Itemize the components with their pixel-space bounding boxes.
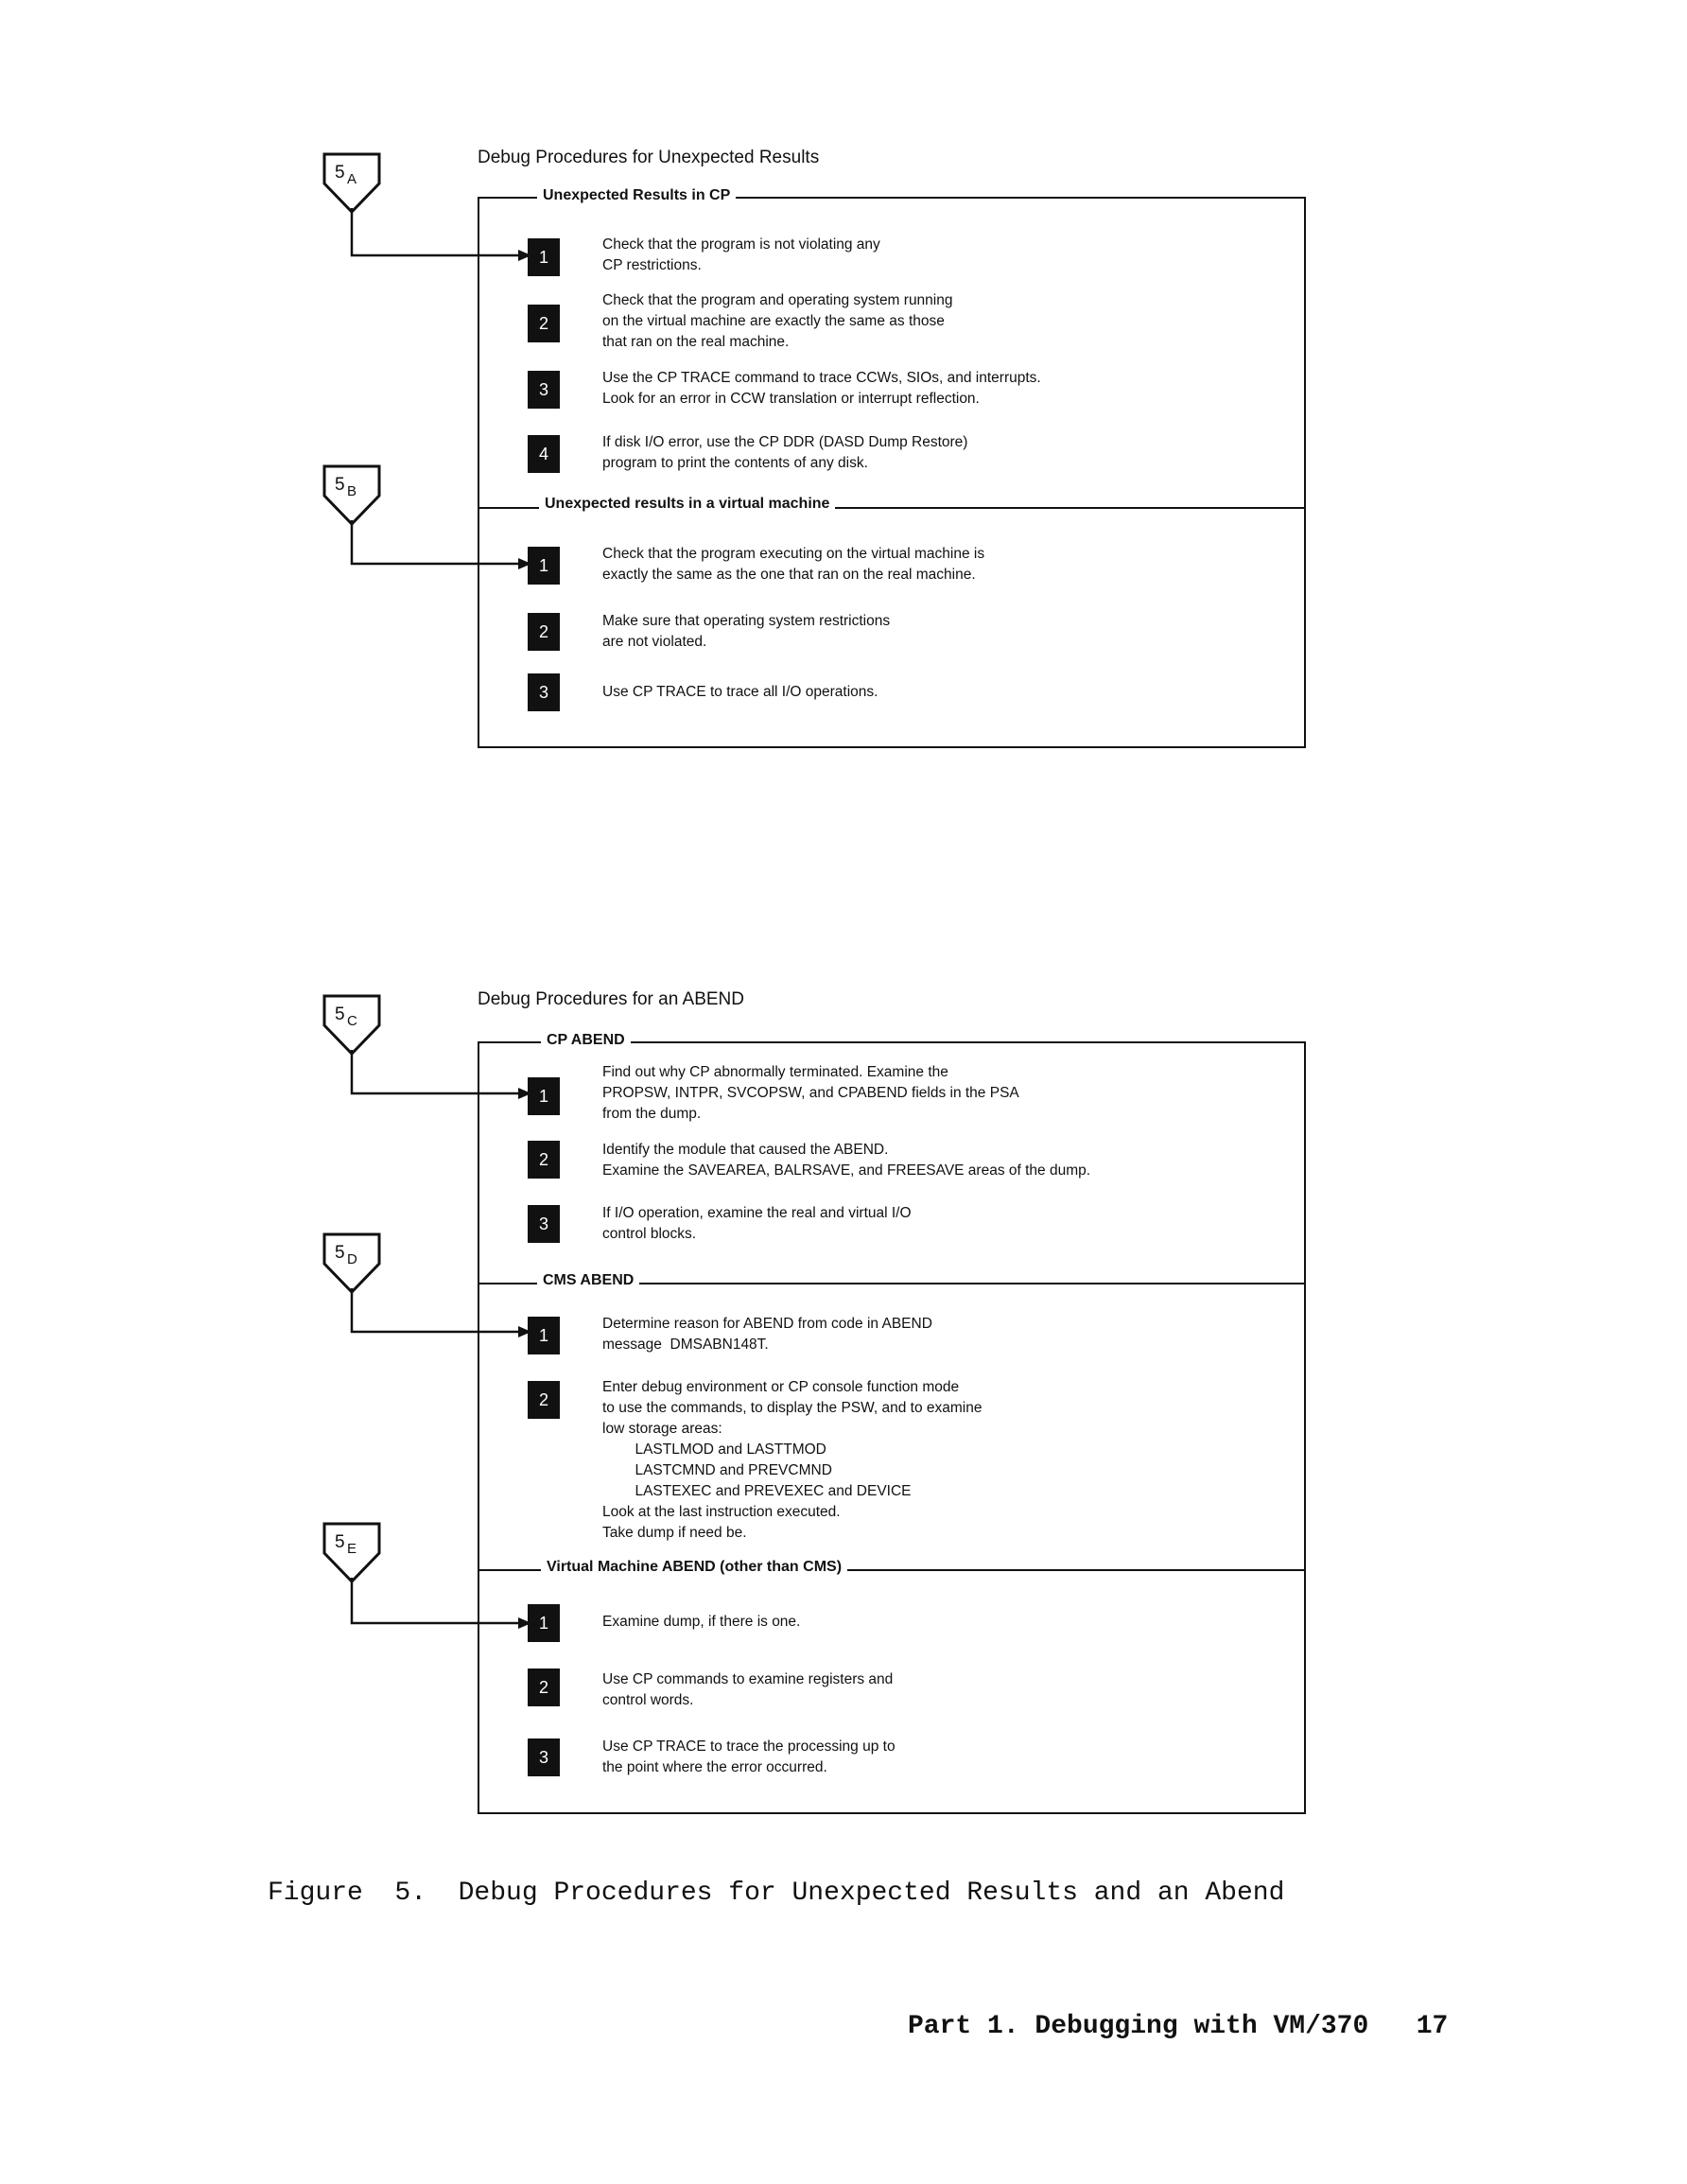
svg-text:5: 5: [335, 1243, 345, 1263]
connector-5b: [348, 520, 537, 577]
step-text: Check that the program and operating system running on the virtual machine are exactly the same as those that ran on the real machine.: [602, 292, 953, 350]
step-number: 3: [528, 1205, 560, 1243]
badge-5c-icon: [322, 993, 382, 1057]
step-text: Enter debug environment or CP console function mode to use the commands, to display the PSW, and to examine low storage areas: LASTLMOD and LASTTMOD LASTCMND and PREVCMND LASTEXEC and PREVEXEC and DEVICE Look at the last instruction executed. Take dump if need be.: [602, 1379, 983, 1541]
step-text: If disk I/O error, use the CP DDR (DASD Dump Restore) program to print the contents of any disk.: [602, 434, 968, 471]
step-number: 2: [528, 1381, 560, 1419]
step-number: 3: [528, 371, 560, 409]
figure-title-unexpected: Debug Procedures for Unexpected Results: [478, 148, 820, 167]
step-text: Check that the program is not violating any CP restrictions.: [602, 236, 880, 273]
step-text: Make sure that operating system restrictions are not violated.: [602, 613, 891, 650]
section-label-cp: Unexpected Results in CP: [537, 187, 736, 204]
svg-text:5: 5: [335, 1005, 345, 1024]
step-number: 2: [528, 613, 560, 651]
figure-title-abend: Debug Procedures for an ABEND: [478, 989, 744, 1009]
step-number: 1: [528, 238, 560, 276]
page-footer: Part 1. Debugging with VM/370 17: [908, 2012, 1449, 2041]
svg-text:A: A: [347, 171, 357, 187]
section-label-vm-abend: Virtual Machine ABEND (other than CMS): [541, 1559, 847, 1576]
step-number: 3: [528, 1738, 560, 1776]
step-number: 1: [528, 1604, 560, 1642]
badge-5d-icon: [322, 1232, 382, 1296]
step-text: Examine dump, if there is one.: [602, 1614, 801, 1630]
step-text: If I/O operation, examine the real and virtual I/O control blocks.: [602, 1205, 912, 1242]
svg-text:5: 5: [335, 163, 345, 183]
step-text: Identify the module that caused the ABEND. Examine the SAVEAREA, BALRSAVE, and FREESAVE areas of the dump.: [602, 1142, 1091, 1179]
step-number: 2: [528, 1669, 560, 1706]
svg-text:C: C: [347, 1013, 357, 1029]
figure-caption: Figure 5. Debug Procedures for Unexpected Results and an Abend: [268, 1878, 1285, 1908]
connector-5a: [348, 208, 537, 265]
connector-5e: [348, 1578, 537, 1634]
badge-5e-icon: [322, 1521, 382, 1585]
step-number: 1: [528, 1317, 560, 1354]
step-number: 4: [528, 435, 560, 473]
step-number: 1: [528, 547, 560, 585]
step-number: 2: [528, 305, 560, 342]
section-label-virtual-machine: Unexpected results in a virtual machine: [539, 496, 835, 513]
section-label-cp-abend: CP ABEND: [541, 1032, 631, 1049]
svg-text:E: E: [347, 1541, 357, 1557]
connector-5c: [348, 1050, 537, 1107]
step-text: Use CP commands to examine registers and control words.: [602, 1671, 894, 1708]
step-text: Check that the program executing on the virtual machine is exactly the same as the one that ran on the real machine.: [602, 546, 985, 583]
svg-text:5: 5: [335, 475, 345, 495]
step-text: Find out why CP abnormally terminated. Examine the PROPSW, INTPR, SVCOPSW, and CPABEND fields in the PSA from the dump.: [602, 1064, 1019, 1122]
step-text: Determine reason for ABEND from code in ABEND message DMSABN148T.: [602, 1316, 932, 1353]
step-number: 3: [528, 673, 560, 711]
step-number: 1: [528, 1077, 560, 1115]
badge-5a-icon: [322, 151, 382, 216]
step-text: Use the CP TRACE command to trace CCWs, SIOs, and interrupts. Look for an error in CCW translation or interrupt reflection.: [602, 370, 1041, 407]
svg-text:5: 5: [335, 1532, 345, 1552]
svg-text:D: D: [347, 1251, 357, 1267]
svg-text:B: B: [347, 483, 357, 499]
badge-5b-icon: [322, 463, 382, 528]
section-label-cms-abend: CMS ABEND: [537, 1272, 639, 1289]
step-text: Use CP TRACE to trace all I/O operations.: [602, 684, 878, 700]
step-number: 2: [528, 1141, 560, 1179]
connector-5d: [348, 1288, 537, 1345]
step-text: Use CP TRACE to trace the processing up to the point where the error occurred.: [602, 1738, 896, 1775]
